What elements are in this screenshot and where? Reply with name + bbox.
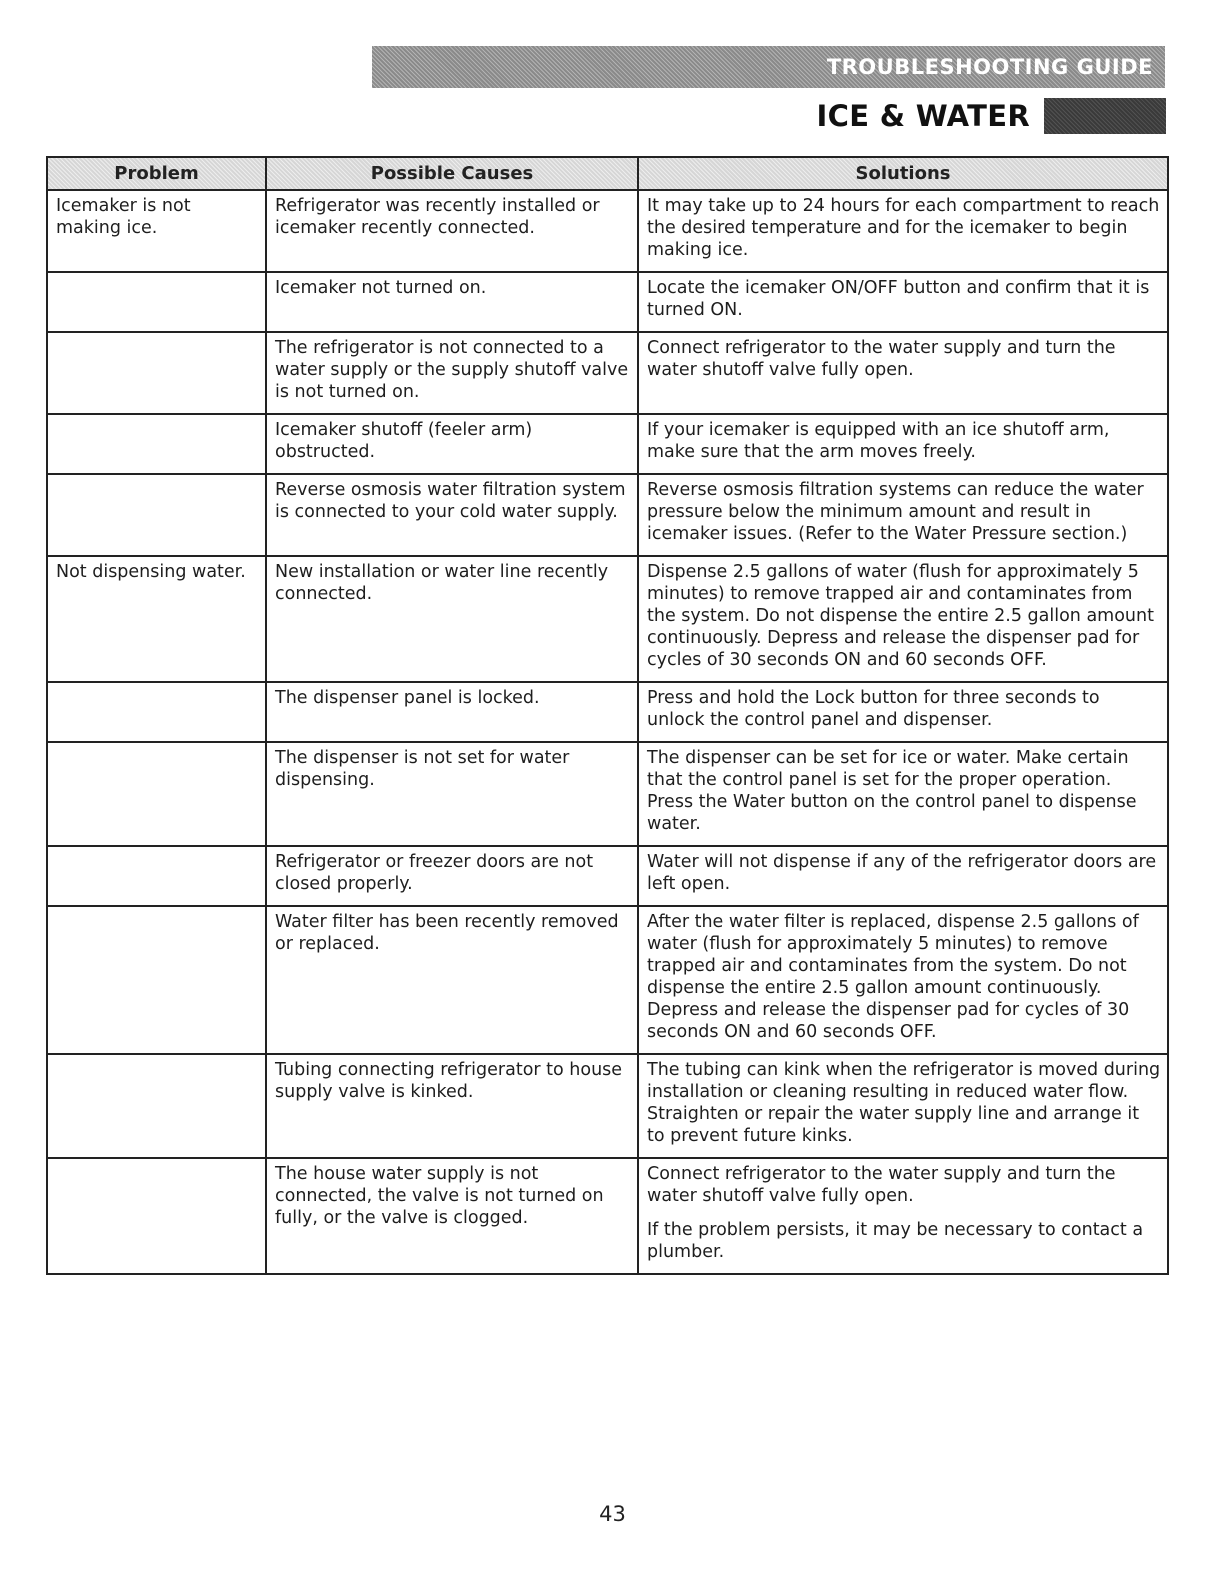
solution-cell [638,414,1168,474]
table-row [47,682,1168,742]
solution-cell [638,474,1168,556]
cause-cell: Water filter has been recently removed or replaced. [266,906,638,1054]
solution-paragraph: Locate the icemaker ON/OFF button and confirm that it is turned ON. [647,278,1150,320]
section-header [817,98,1166,134]
solution-cell [638,906,1168,1054]
solution-paragraph: If the problem persists, it may be necessary to contact a plumber. [647,1220,1144,1262]
table-row [47,846,1168,906]
solution-paragraph: Press and hold the Lock button for three seconds to unlock the control panel and dispenser. [647,688,1100,730]
problem-cell-continued [47,414,266,474]
table-row [47,332,1168,414]
cause-cell: Icemaker shutoff (feeler arm) obstructed. [266,414,638,474]
section-marker-block [1044,98,1166,134]
table-row [47,1158,1168,1274]
banner-title: TROUBLESHOOTING GUIDE [826,55,1153,79]
cause-cell: The dispenser is not set for water dispensing. [266,742,638,846]
solution-cell [638,556,1168,682]
solution-cell [638,190,1168,272]
table-row [47,190,1168,272]
problem-cell-continued [47,906,266,1054]
solution-paragraph: Water will not dispense if any of the refrigerator doors are left open. [647,852,1157,894]
table-row [47,414,1168,474]
problem-cell: Not dispensing water. [47,556,266,682]
problem-cell: Icemaker is not making ice. [47,190,266,272]
solution-paragraph: If your icemaker is equipped with an ice shutoff arm, make sure that the arm moves freely. [647,420,1110,462]
solution-paragraph: After the water filter is replaced, dispense 2.5 gallons of water (flush for approximately 5 minutes) to remove trapped air and contaminates from the system. Do not dispense the entire 2.5 gallon amount continuously. Depress and release the dispenser pad for cycles of 30 seconds ON and 60 seconds OFF. [647,912,1139,1042]
solution-cell [638,332,1168,414]
page-number: 43 [599,1502,626,1526]
column-header-solutions: Solutions [638,157,1168,190]
cause-cell: Icemaker not turned on. [266,272,638,332]
troubleshooting-table [46,156,1169,1275]
cause-cell: Tubing connecting refrigerator to house supply valve is kinked. [266,1054,638,1158]
table-body [47,190,1168,1274]
solution-cell [638,1054,1168,1158]
solution-cell [638,272,1168,332]
table-row [47,742,1168,846]
solution-cell [638,1158,1168,1274]
table-row [47,1054,1168,1158]
table-row [47,474,1168,556]
problem-cell-continued [47,1158,266,1274]
cause-cell: Refrigerator or freezer doors are not closed properly. [266,846,638,906]
column-header-causes: Possible Causes [266,157,638,190]
solution-paragraph: Dispense 2.5 gallons of water (flush for approximately 5 minutes) to remove trapped air and contaminates from the system. Do not dispense the entire 2.5 gallon amount continuously. Depress and release the dispenser pad for cycles of 30 seconds ON and 60 seconds OFF. [647,562,1154,670]
cause-cell: The dispenser panel is locked. [266,682,638,742]
section-banner [372,46,1165,88]
section-title: ICE & WATER [816,99,1030,133]
table-row [47,556,1168,682]
table-row [47,906,1168,1054]
problem-cell-continued [47,332,266,414]
table-header-row [47,157,1168,190]
solution-paragraph: It may take up to 24 hours for each compartment to reach the desired temperature and for the icemaker to begin making ice. [647,196,1160,260]
problem-cell-continued [47,474,266,556]
solution-paragraph: Connect refrigerator to the water supply and turn the water shutoff valve fully open. [647,1164,1116,1206]
solution-cell [638,682,1168,742]
problem-cell-continued [47,1054,266,1158]
cause-cell: The refrigerator is not connected to a water supply or the supply shutoff valve is not turned on. [266,332,638,414]
cause-cell: New installation or water line recently connected. [266,556,638,682]
cause-cell: The house water supply is not connected, the valve is not turned on fully, or the valve is clogged. [266,1158,638,1274]
problem-cell-continued [47,272,266,332]
problem-cell-continued [47,742,266,846]
column-header-problem: Problem [47,157,266,190]
solution-paragraph: The tubing can kink when the refrigerator is moved during installation or cleaning resulting in reduced water flow. Straighten or repair the water supply line and arrange it to prevent future kinks. [647,1060,1161,1146]
problem-cell-continued [47,682,266,742]
table-row [47,272,1168,332]
solution-paragraph: The dispenser can be set for ice or water. Make certain that the control panel is set for the proper operation. Press the Water button on the control panel to dispense water. [647,748,1137,834]
problem-cell-continued [47,846,266,906]
solution-paragraph: Connect refrigerator to the water supply and turn the water shutoff valve fully open. [647,338,1116,380]
cause-cell: Reverse osmosis water filtration system is connected to your cold water supply. [266,474,638,556]
solution-paragraph: Reverse osmosis filtration systems can reduce the water pressure below the minimum amount and result in icemaker issues. (Refer to the Water Pressure section.) [647,480,1144,544]
cause-cell: Refrigerator was recently installed or icemaker recently connected. [266,190,638,272]
solution-cell [638,742,1168,846]
solution-cell [638,846,1168,906]
